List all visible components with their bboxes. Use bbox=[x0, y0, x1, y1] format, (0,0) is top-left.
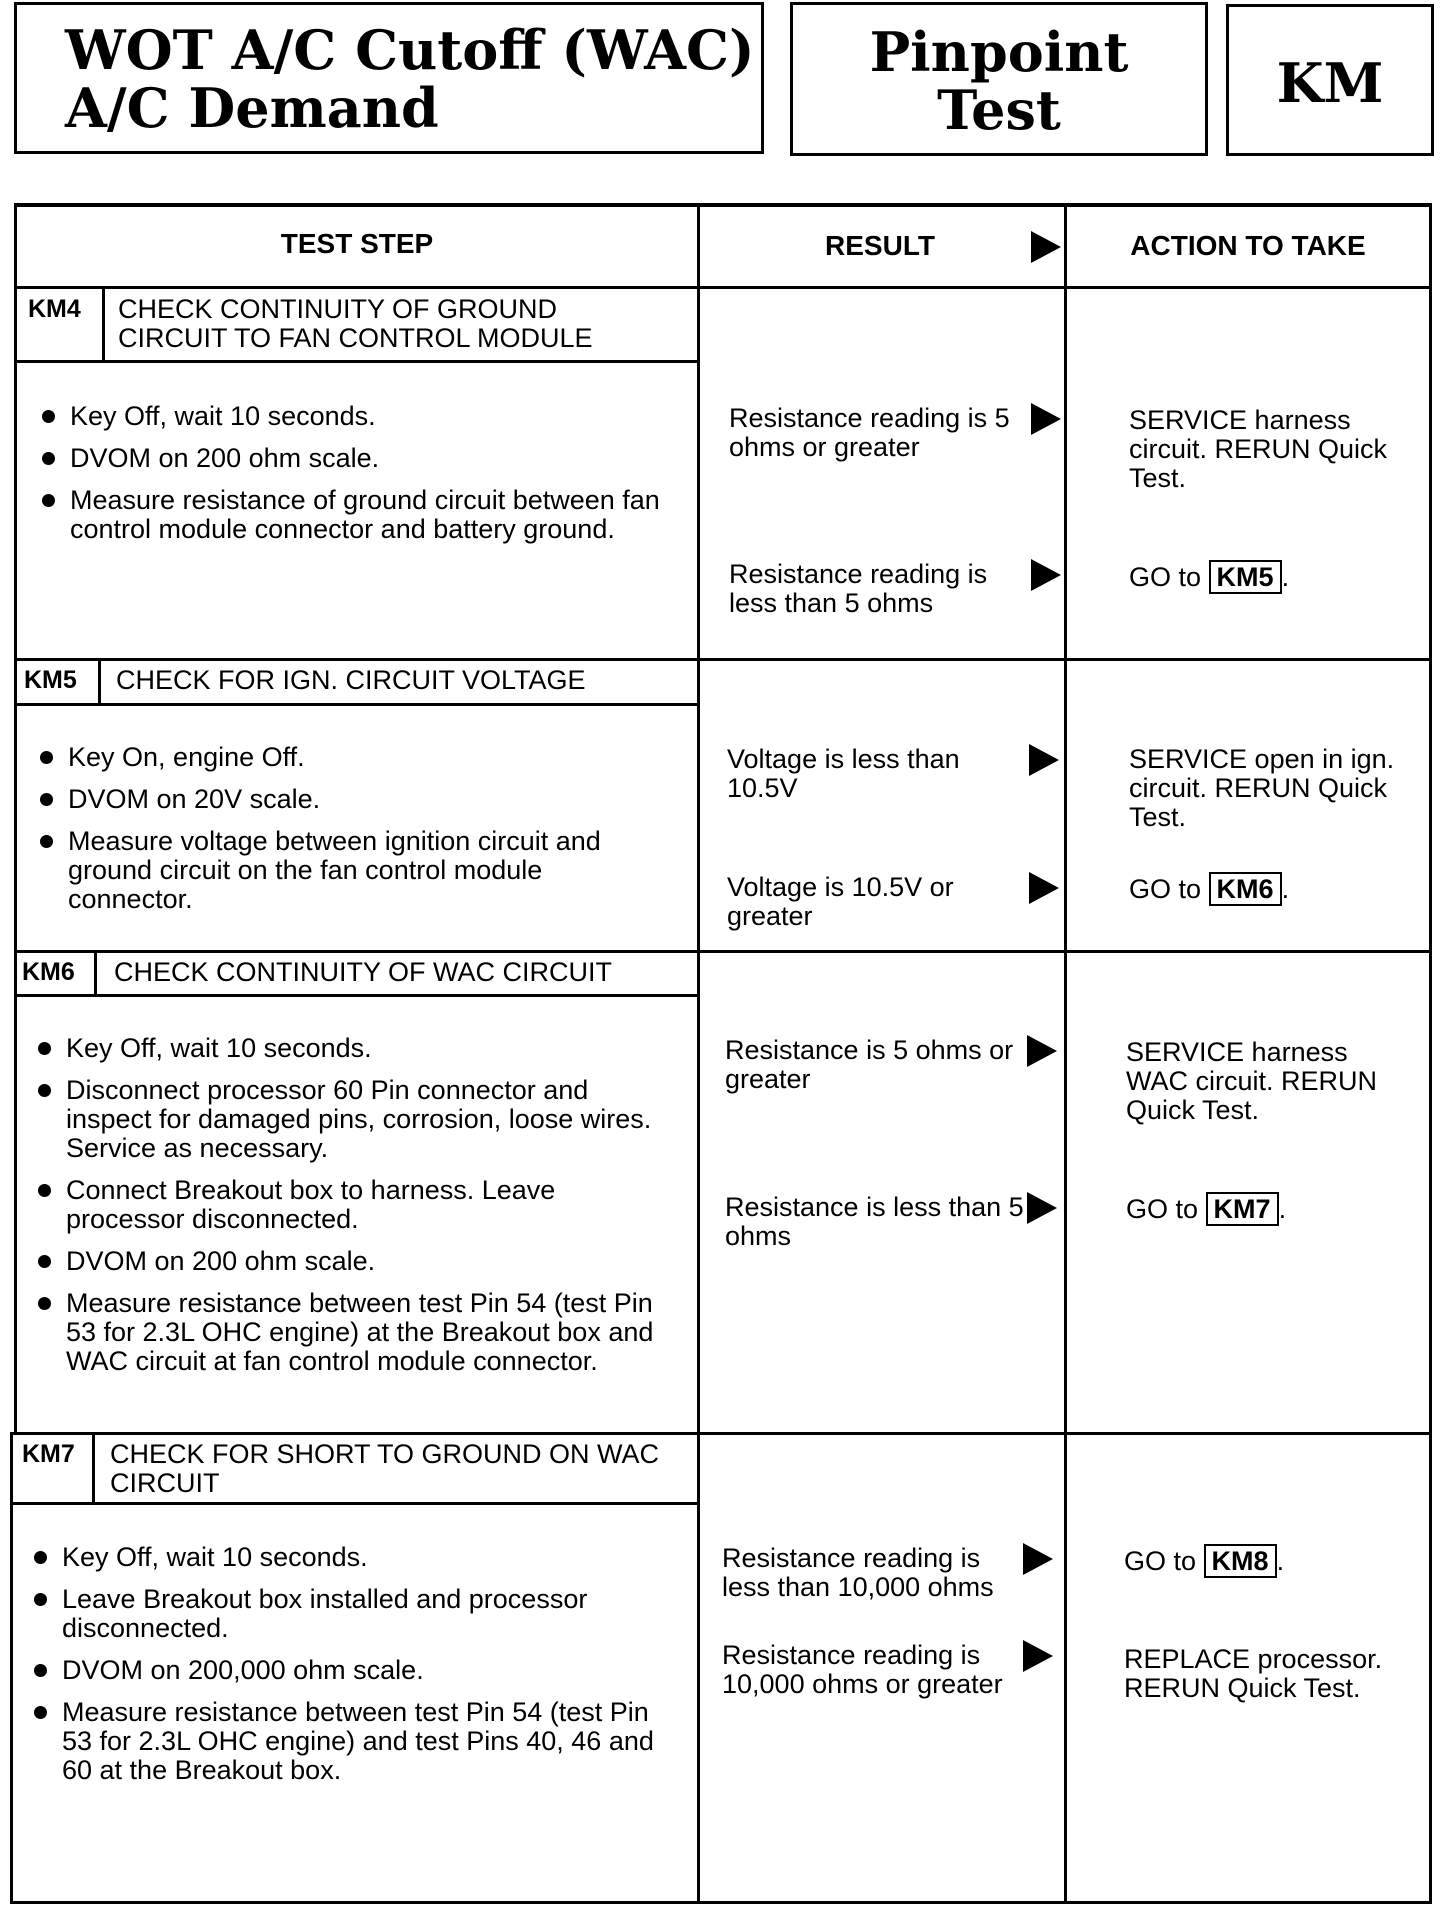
step-id: KM7 bbox=[22, 1440, 75, 1468]
step-id-divider bbox=[102, 288, 105, 362]
step-title-underline bbox=[14, 703, 698, 706]
step-ref-box: KM5 bbox=[1209, 560, 1282, 594]
step-title: CHECK CONTINUITY OF GROUND CIRCUIT TO FAN CONTROL MODULE bbox=[118, 294, 593, 353]
test-code: KM bbox=[1276, 51, 1384, 115]
goto-suffix: . bbox=[1278, 1194, 1287, 1224]
procedure-item: Measure resistance between test Pin 54 (test Pin 53 for 2.3L OHC engine) at the Breakout box and WAC circuit at fan control module connector. bbox=[36, 1289, 656, 1376]
table-left-border bbox=[14, 203, 17, 1435]
result-text: Voltage is less than 10.5V bbox=[727, 744, 960, 803]
row-divider bbox=[14, 658, 1432, 661]
goto-prefix: GO to bbox=[1129, 562, 1202, 592]
header-result: RESULT bbox=[825, 230, 935, 261]
procedure-item: Disconnect processor 60 Pin connector and inspect for damaged pins, corrosion, loose wires. Service as necessary. bbox=[36, 1076, 656, 1163]
step-title: CHECK FOR SHORT TO GROUND ON WAC CIRCUIT bbox=[110, 1439, 660, 1498]
result-text: Resistance reading is 10,000 ohms or greater bbox=[722, 1640, 1003, 1699]
table-top-border bbox=[14, 203, 1432, 207]
arrow-icon bbox=[1027, 1035, 1057, 1067]
procedure-item: Key On, engine Off. bbox=[38, 743, 658, 772]
header-divider bbox=[14, 286, 1432, 289]
pinpoint-line-1: Pinpoint bbox=[869, 20, 1129, 84]
step-procedure-list bbox=[40, 402, 660, 557]
goto-suffix: . bbox=[1276, 1546, 1285, 1576]
action-text: SERVICE harness circuit. RERUN Quick Test. bbox=[1129, 405, 1388, 493]
result-text: Resistance reading is less than 10,000 ohms bbox=[722, 1543, 994, 1602]
procedure-item: Measure resistance between test Pin 54 (test Pin 53 for 2.3L OHC engine) and test Pins 40, 46 and 60 at the Breakout box. bbox=[32, 1698, 662, 1785]
step-procedure-list bbox=[38, 743, 658, 927]
row-divider bbox=[10, 1432, 1432, 1435]
result-text: Resistance reading is 5 ohms or greater bbox=[729, 403, 1010, 462]
action-goto bbox=[1124, 1544, 1414, 1578]
step-ref-box: KM7 bbox=[1206, 1192, 1279, 1226]
step-id: KM6 bbox=[22, 958, 75, 986]
arrow-icon bbox=[1031, 231, 1061, 263]
procedure-item: Key Off, wait 10 seconds. bbox=[40, 402, 660, 431]
table-right-border bbox=[1429, 203, 1432, 1904]
result-text: Voltage is 10.5V or greater bbox=[727, 872, 954, 931]
step-procedure-list bbox=[36, 1034, 656, 1389]
arrow-icon bbox=[1031, 559, 1061, 591]
arrow-icon bbox=[1029, 744, 1059, 776]
row-divider bbox=[14, 950, 1432, 953]
column-divider bbox=[697, 203, 700, 1904]
arrow-icon bbox=[1027, 1192, 1057, 1224]
goto-prefix: GO to bbox=[1126, 1194, 1199, 1224]
step-title: CHECK CONTINUITY OF WAC CIRCUIT bbox=[114, 957, 612, 987]
goto-prefix: GO to bbox=[1124, 1546, 1197, 1576]
procedure-item: Key Off, wait 10 seconds. bbox=[36, 1034, 656, 1063]
table-bottom-border bbox=[10, 1901, 1432, 1904]
result-text: Resistance is 5 ohms or greater bbox=[725, 1035, 1014, 1094]
step-ref-box: KM8 bbox=[1204, 1544, 1277, 1578]
step-procedure-list bbox=[32, 1543, 662, 1798]
goto-suffix: . bbox=[1281, 562, 1290, 592]
step-title: CHECK FOR IGN. CIRCUIT VOLTAGE bbox=[116, 665, 586, 695]
step-title-underline bbox=[14, 994, 698, 997]
procedure-item: DVOM on 200,000 ohm scale. bbox=[32, 1656, 662, 1685]
result-text: Resistance reading is less than 5 ohms bbox=[729, 559, 988, 618]
header-test-step: TEST STEP bbox=[280, 228, 434, 259]
step-id: KM4 bbox=[28, 295, 81, 323]
pinpoint-line-2: Test bbox=[937, 78, 1061, 142]
procedure-item: Connect Breakout box to harness. Leave processor disconnected. bbox=[36, 1176, 656, 1234]
goto-suffix: . bbox=[1281, 874, 1290, 904]
step-title-underline bbox=[14, 360, 698, 363]
test-code-box bbox=[1226, 4, 1434, 156]
pinpoint-test-label bbox=[790, 2, 1208, 156]
step-ref-box: KM6 bbox=[1209, 872, 1282, 906]
document-title bbox=[14, 2, 764, 154]
result-text: Resistance is less than 5 ohms bbox=[725, 1192, 1024, 1251]
column-divider bbox=[1064, 203, 1067, 1904]
action-goto bbox=[1129, 560, 1419, 594]
arrow-icon bbox=[1023, 1640, 1053, 1672]
procedure-item: DVOM on 200 ohm scale. bbox=[36, 1247, 656, 1276]
procedure-item: Measure resistance of ground circuit between fan control module connector and battery ground. bbox=[40, 486, 660, 544]
procedure-item: DVOM on 20V scale. bbox=[38, 785, 658, 814]
step-id-divider bbox=[98, 660, 101, 705]
action-text: SERVICE open in ign. circuit. RERUN Quick Test. bbox=[1129, 744, 1395, 832]
step-title-underline bbox=[10, 1502, 698, 1505]
action-goto bbox=[1129, 872, 1419, 906]
procedure-item: Key Off, wait 10 seconds. bbox=[32, 1543, 662, 1572]
step-id-divider bbox=[92, 1434, 95, 1504]
arrow-icon bbox=[1029, 872, 1059, 904]
procedure-item: Measure voltage between ignition circuit and ground circuit on the fan control module connector. bbox=[38, 827, 658, 914]
title-line-1: WOT A/C Cutoff (WAC) bbox=[65, 18, 755, 82]
procedure-item: DVOM on 200 ohm scale. bbox=[40, 444, 660, 473]
header-action: ACTION TO TAKE bbox=[1130, 230, 1366, 261]
action-text: REPLACE processor. RERUN Quick Test. bbox=[1124, 1644, 1383, 1703]
title-line-2: A/C Demand bbox=[65, 76, 439, 140]
procedure-item: Leave Breakout box installed and processor disconnected. bbox=[32, 1585, 662, 1643]
step-id: KM5 bbox=[24, 666, 77, 694]
goto-prefix: GO to bbox=[1129, 874, 1202, 904]
action-text: SERVICE harness WAC circuit. RERUN Quick Test. bbox=[1126, 1037, 1378, 1125]
action-goto bbox=[1126, 1192, 1416, 1226]
arrow-icon bbox=[1031, 403, 1061, 435]
step-id-divider bbox=[94, 952, 97, 996]
arrow-icon bbox=[1023, 1543, 1053, 1575]
